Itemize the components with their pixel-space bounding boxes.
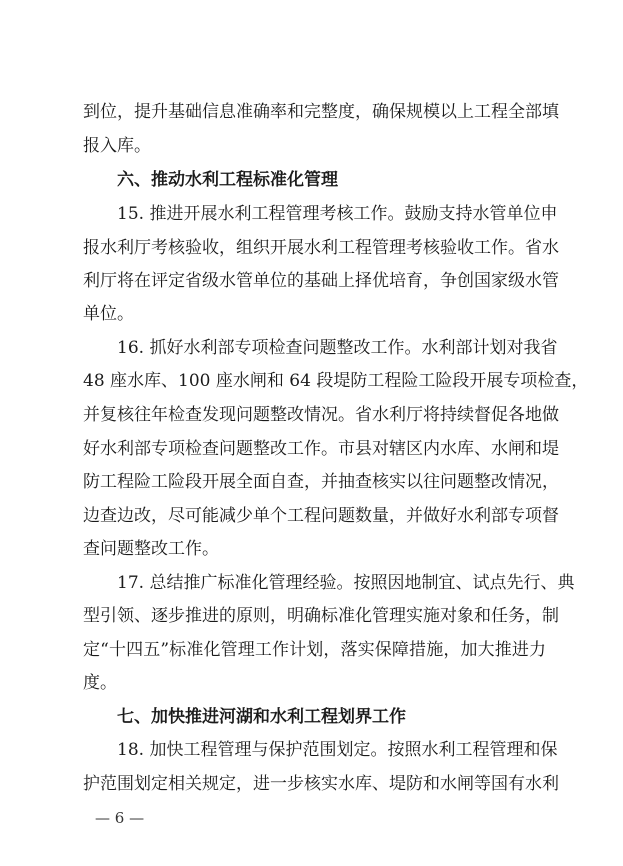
paragraph-first-line: 15. 推进开展水利工程管理考核工作。鼓励支持水管单位申 xyxy=(117,204,558,224)
body-line: 单位。 xyxy=(83,304,134,324)
body-line: 好水利部专项检查问题整改工作。市县对辖区内水库、水闸和堤 xyxy=(83,439,559,459)
page-number: — 6 — xyxy=(95,809,145,827)
paragraph-first-line: 17. 总结推广标准化管理经验。按照因地制宜、试点先行、典 xyxy=(117,573,575,593)
body-line: 报入库。 xyxy=(83,136,151,156)
body-line: 型引领、逐步推进的原则，明确标准化管理实施对象和任务，制 xyxy=(83,606,559,626)
body-line: 护范围划定相关规定，进一步核实水库、堤防和水闸等国有水利 xyxy=(83,774,559,794)
section-heading: 六、推动水利工程标准化管理 xyxy=(117,170,338,190)
body-line: 防工程险工险段开展全面自查，并抽查核实以往问题整改情况， xyxy=(83,472,559,492)
body-line: 报水利厅考核验收，组织开展水利工程管理考核验收工作。省水 xyxy=(83,238,559,258)
paragraph-first-line: 16. 抓好水利部专项检查问题整改工作。水利部计划对我省 xyxy=(117,338,558,358)
body-line: 边查边改，尽可能减少单个工程问题数量，并做好水利部专项督 xyxy=(83,506,559,526)
body-line: 48 座水库、100 座水闸和 64 段堤防工程险工险段开展专项检查， xyxy=(83,371,589,391)
body-line: 查问题整改工作。 xyxy=(83,539,219,559)
section-heading: 七、加快推进河湖和水利工程划界工作 xyxy=(117,707,406,727)
paragraph-first-line: 18. 加快工程管理与保护范围划定。按照水利工程管理和保 xyxy=(117,740,558,760)
body-line: 定“十四五”标准化管理工作计划，落实保障措施，加大推进力 xyxy=(83,640,546,660)
body-line: 利厅将在评定省级水管单位的基础上择优培育，争创国家级水管 xyxy=(83,271,559,291)
body-line: 并复核往年检查发现问题整改情况。省水利厅将持续督促各地做 xyxy=(83,405,559,425)
body-line: 到位，提升基础信息准确率和完整度，确保规模以上工程全部填 xyxy=(83,102,559,122)
body-line: 度。 xyxy=(83,673,117,693)
